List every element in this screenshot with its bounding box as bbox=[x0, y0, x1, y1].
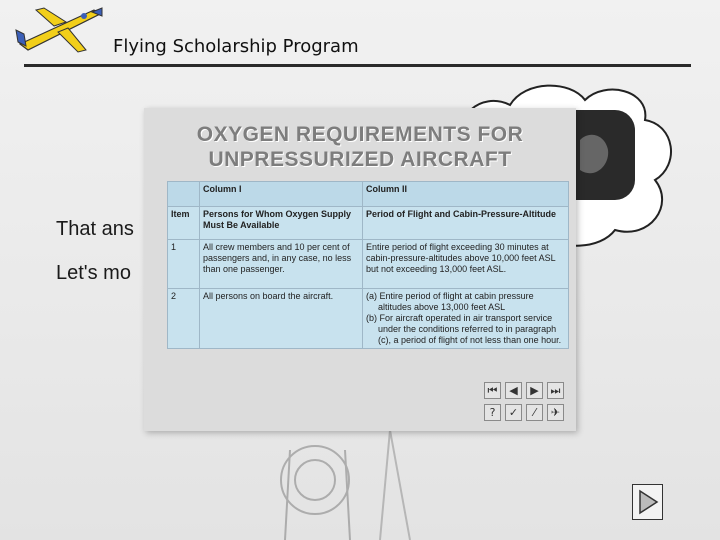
plane-button[interactable]: ✈ bbox=[547, 404, 564, 421]
popup-title-line-2: UNPRESSURIZED AIRCRAFT bbox=[208, 148, 512, 171]
play-arrow-icon bbox=[633, 485, 662, 519]
oxygen-requirements-popup bbox=[144, 108, 576, 431]
table-cell: Item bbox=[168, 207, 200, 240]
uncheck-button[interactable]: ⁄ bbox=[526, 404, 543, 421]
table-cell: Entire period of flight exceeding 30 minutes at cabin-pressure-altitudes above 10,000 feet ASL but not exceeding 13,000 feet ASL. bbox=[363, 240, 569, 289]
table-cell bbox=[363, 289, 569, 349]
popup-title bbox=[144, 122, 576, 172]
help-button[interactable]: ? bbox=[484, 404, 501, 421]
first-slide-button[interactable]: ⏮ bbox=[484, 382, 501, 399]
table-cell: 2 bbox=[168, 289, 200, 349]
table-cell: All persons on board the aircraft. bbox=[200, 289, 363, 349]
table-cell: Persons for Whom Oxygen Supply Must Be Available bbox=[200, 207, 363, 240]
table-subheader-row bbox=[168, 207, 569, 240]
last-slide-button[interactable]: ⏭ bbox=[547, 382, 564, 399]
table-header-cell: Column II bbox=[363, 182, 569, 207]
page-title: Flying Scholarship Program bbox=[113, 36, 359, 57]
table-cell: 1 bbox=[168, 240, 200, 289]
header-divider bbox=[24, 64, 691, 67]
table-header-cell: Column I bbox=[200, 182, 363, 207]
table-row bbox=[168, 289, 569, 349]
table-row bbox=[168, 240, 569, 289]
body-text-line-2: Let's mo bbox=[56, 262, 131, 284]
table-cell: All crew members and 10 per cent of passengers and, in any case, no less than one passenger. bbox=[200, 240, 363, 289]
table-cell-item-a: (a) Entire period of flight at cabin pressure altitudes above 13,000 feet ASL bbox=[366, 291, 534, 312]
next-slide-small-button[interactable]: ▶ bbox=[526, 382, 543, 399]
next-slide-button[interactable] bbox=[632, 484, 663, 520]
table-header-cell bbox=[168, 182, 200, 207]
body-text-line-1: That ans bbox=[56, 218, 134, 240]
table-header-row bbox=[168, 182, 569, 207]
table-cell: Period of Flight and Cabin-Pressure-Altitude bbox=[363, 207, 569, 240]
oxygen-requirements-table bbox=[167, 181, 569, 349]
previous-slide-button[interactable]: ◀ bbox=[505, 382, 522, 399]
table-cell-item-b: (b) For aircraft operated in air transport service under the conditions referred to in paragraph (c), a period of flight of not less than one hour. bbox=[366, 313, 562, 345]
popup-title-line-1: OXYGEN REQUIREMENTS FOR bbox=[196, 123, 524, 146]
airplane-logo-icon bbox=[14, 4, 106, 62]
check-button[interactable]: ✓ bbox=[505, 404, 522, 421]
